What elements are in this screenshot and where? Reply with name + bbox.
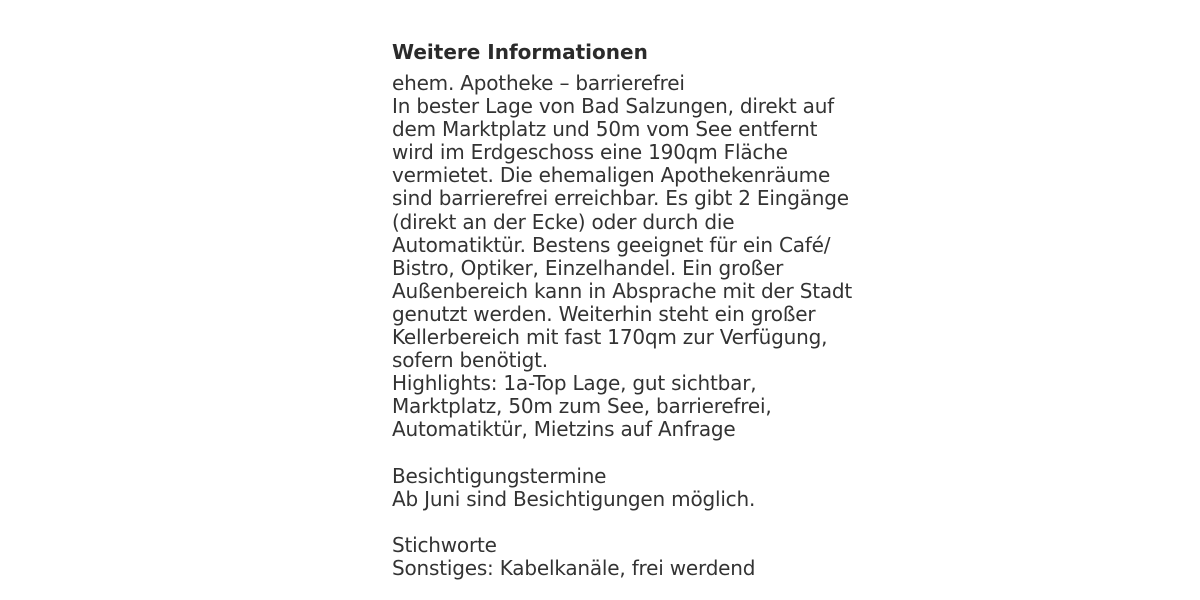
description-text bbox=[392, 71, 853, 442]
description-line: vermietet. Die ehemaligen Apothekenräume bbox=[392, 163, 831, 188]
highlights-line: Marktplatz, 50m zum See, barrierefrei, bbox=[392, 394, 772, 419]
viewing-appointments bbox=[392, 465, 812, 511]
section-title: Weitere Informationen bbox=[392, 40, 648, 64]
further-information-section bbox=[392, 38, 853, 580]
description-line: Kellerbereich mit fast 170qm zur Verfügung, bbox=[392, 325, 828, 350]
description-line: ehem. Apotheke – barrierefrei bbox=[392, 71, 685, 95]
description-line: Automatiktür. Bestens geeignet für ein Café/ bbox=[392, 232, 831, 257]
keywords-label: Stichworte bbox=[392, 532, 497, 557]
keywords-text: Sonstiges: Kabelkanäle, frei werdend bbox=[392, 555, 756, 580]
description-line: Bistro, Optiker, Einzelhandel. Ein großer bbox=[392, 255, 784, 280]
description-line: wird im Erdgeschoss eine 190qm Fläche bbox=[392, 140, 788, 165]
description-line: (direkt an der Ecke) oder durch die bbox=[392, 209, 735, 234]
keywords bbox=[392, 534, 812, 580]
viewing-label: Besichtigungstermine bbox=[392, 463, 607, 488]
description-line: sind barrierefrei erreichbar. Es gibt 2 Eingänge bbox=[392, 186, 849, 211]
viewing-text: Ab Juni sind Besichtigungen möglich. bbox=[392, 486, 756, 511]
description-line: sofern benötigt. bbox=[392, 348, 548, 373]
description-line: In bester Lage von Bad Salzungen, direkt auf bbox=[392, 94, 835, 119]
highlights-line: Automatiktür, Mietzins auf Anfrage bbox=[392, 417, 736, 442]
description-line: dem Marktplatz und 50m vom See entfernt bbox=[392, 117, 818, 142]
description-line: genutzt werden. Weiterhin steht ein großer bbox=[392, 301, 816, 326]
spacer bbox=[392, 511, 812, 534]
spacer bbox=[392, 442, 812, 465]
description-line: Außenbereich kann in Absprache mit der Stadt bbox=[392, 278, 853, 303]
highlights-line: Highlights: 1a-Top Lage, gut sichtbar, bbox=[392, 371, 757, 396]
